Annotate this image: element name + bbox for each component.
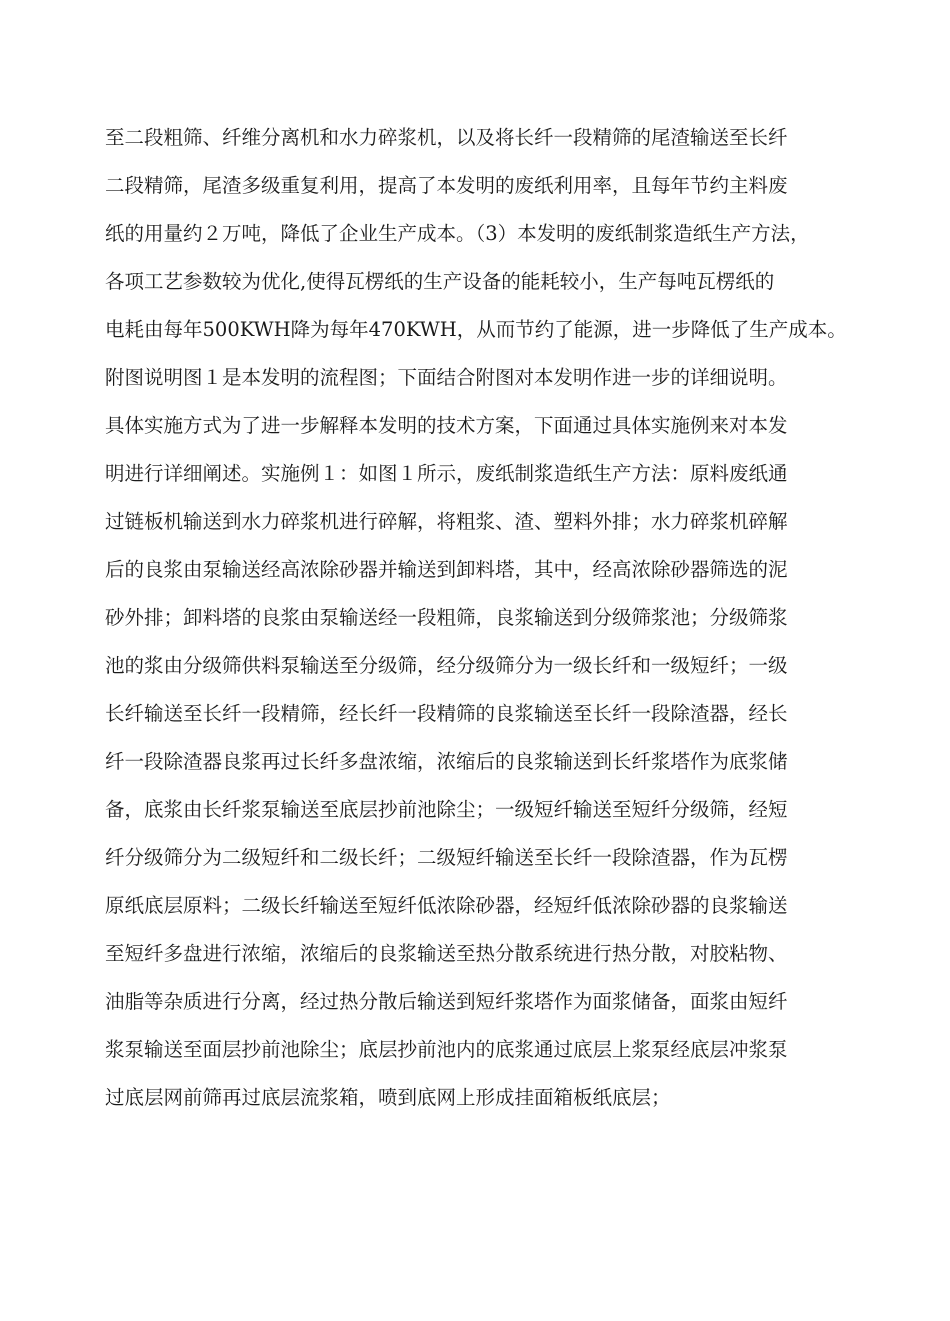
text-line: 至短纤多盘进行浓缩，浓缩后的良浆输送至热分散系统进行热分散，对胶粘物、 [105,942,788,965]
text-line: 原纸底层原料；二级长纤输送至短纤低浓除砂器，经短纤低浓除砂器的良浆输送 [105,894,788,917]
text-line: 明进行详细阐述。实施例１：如图１所示，废纸制浆造纸生产方法：原料废纸通 [105,462,788,485]
text-line: 过底层网前筛再过底层流浆箱，喷到底网上形成挂面箱板纸底层； [105,1086,671,1109]
text-line: 具体实施方式为了进一步解释本发明的技术方案，下面通过具体实施例来对本发 [105,414,788,437]
text-line: 附图说明图１是本发明的流程图；下面结合附图对本发明作进一步的详细说明。 [105,366,788,389]
text-line: 长纤输送至长纤一段精筛，经长纤一段精筛的良浆输送至长纤一段除渣器，经长 [105,702,788,725]
text-line: 纤一段除渣器良浆再过长纤多盘浓缩，浓缩后的良浆输送到长纤浆塔作为底浆储 [105,750,788,773]
text-line: 过链板机输送到水力碎浆机进行碎解，将粗浆、渣、塑料外排；水力碎浆机碎解 [105,510,788,533]
text-line: 纤分级筛分为二级短纤和二级长纤；二级短纤输送至长纤一段除渣器，作为瓦楞 [105,846,788,869]
text-line: 电耗由每年500KWH降为每年470KWH，从而节约了能源，进一步降低了生产成本。 [105,318,847,341]
text-line: 至二段粗筛、纤维分离机和水力碎浆机，以及将长纤一段精筛的尾渣输送至长纤 [105,126,788,149]
text-line: 油脂等杂质进行分离，经过热分散后输送到短纤浆塔作为面浆储备，面浆由短纤 [105,990,788,1013]
text-line: 备，底浆由长纤浆泵输送至底层抄前池除尘；一级短纤输送至短纤分级筛，经短 [105,798,788,821]
text-line: 各项工艺参数较为优化,使得瓦楞纸的生产设备的能耗较小，生产每吨瓦楞纸的 [105,270,775,293]
text-line: 纸的用量约２万吨，降低了企业生产成本。（3）本发明的废纸制浆造纸生产方法， [105,222,810,245]
text-line: 二段精筛，尾渣多级重复利用，提高了本发明的废纸利用率，且每年节约主料废 [105,174,788,197]
body-text [105,114,865,1122]
text-line: 砂外排；卸料塔的良浆由泵输送经一段粗筛，良浆输送到分级筛浆池；分级筛浆 [105,606,788,629]
text-line: 池的浆由分级筛供料泵输送至分级筛，经分级筛分为一级长纤和一级短纤；一级 [105,654,788,677]
text-line: 浆泵输送至面层抄前池除尘；底层抄前池内的底浆通过底层上浆泵经底层冲浆泵 [105,1038,788,1061]
text-line: 后的良浆由泵输送经高浓除砂器并输送到卸料塔，其中，经高浓除砂器筛选的泥 [105,558,788,581]
